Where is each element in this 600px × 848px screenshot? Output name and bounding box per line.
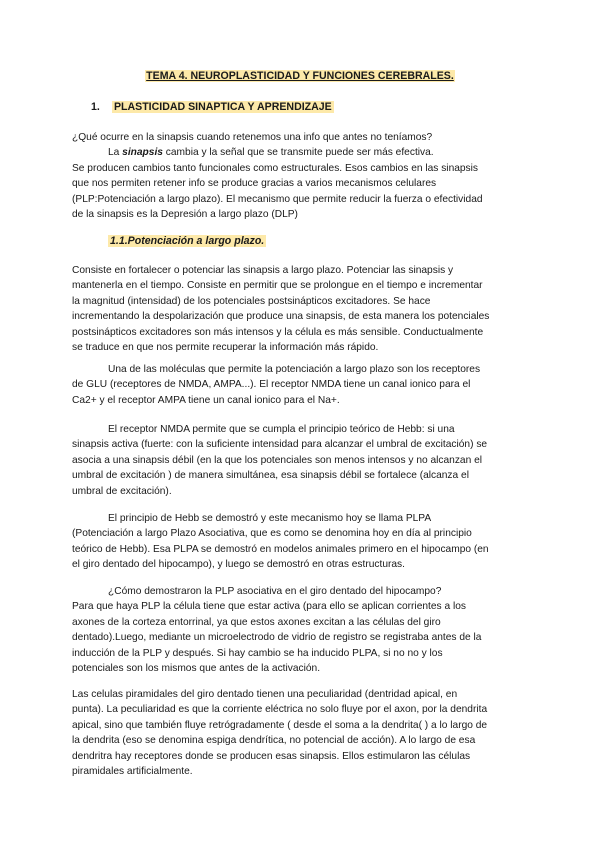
text-line: El principio de Hebb se demostró y este mecanismo hoy se llama PLPA — [108, 513, 432, 524]
text-line: la magnitud (intensidad) de los potenciales postsinápticos excitadores. Se hace — [72, 295, 431, 307]
text-line: sinapsis activa (fuerte: con la suficiente intensidad para alcanzar el umbral de excitación) se — [72, 439, 488, 451]
text-line: el giro dentado del hipocampo), y luego se demostró en otras estructuras. — [72, 559, 405, 571]
intro-paragraph — [72, 130, 532, 222]
text-line: axones de la corteza entorrinal, ya que estos axones excitan a las células del giro — [72, 616, 441, 628]
paragraph-1 — [72, 263, 532, 355]
paragraph-6 — [72, 687, 532, 779]
section-heading-1 — [91, 100, 334, 115]
text-line: umbral de excitación). — [72, 485, 172, 497]
subsection-heading-1-1: 1.1.Potenciación a largo plazo. — [110, 235, 265, 247]
text-line: ¿Cómo demostraron la PLP asociativa en el giro dentado del hipocampo? — [108, 586, 442, 597]
text-line: de la sinapsis es la Depresión a largo plazo (DLP) — [72, 209, 298, 221]
text-line: dendritra hay receptores donde se producen esas sinapsis. Ellos estimularon las células — [72, 750, 471, 762]
text-line: se traduce en que nos permite recuperar la información más rápido. — [72, 342, 379, 354]
text-line: Ca2+ y el receptor AMPA tiene un canal ionico para el Na+. — [72, 394, 340, 406]
text-line: la dendrita (eso se denomina espiga dendrítica, no potencial de acción). A lo largo de esa — [72, 735, 476, 747]
text-line: El receptor NMDA permite que se cumpla el principio teórico de Hebb: si una — [108, 424, 455, 435]
text-line: apical, sino que también fluye retrógradamente ( desde el soma a la dendrita( ) a lo largo de — [72, 719, 488, 731]
text-line: piramidales artificialmente. — [72, 766, 193, 778]
text-line: (Potenciación a largo Plazo Asociativa, que es como se denomina hoy en día al principio — [72, 528, 472, 540]
section-number: 1. — [91, 101, 100, 113]
text-line: de GLU (receptores de NMDA, AMPA...). El receptor NMDA tiene un canal ionico para el — [72, 379, 471, 391]
text-line: incrementando la despolarización que produce una sinapsis, de esta manera los potenciales — [72, 311, 490, 323]
paragraph-2 — [72, 362, 532, 408]
text-line: inducción de la PLP y después. Si hay cambio se ha inducido PLPA, si no no y los — [72, 647, 443, 659]
text-line: dentado).Luego, mediante un microelectrodo de vidrio de registro se registraba antes de la — [72, 632, 482, 644]
text-line: teórico de Hebb). Esa PLPA se demostró en modelos animales primero en el hipocampo (en — [72, 543, 489, 555]
text-line: Para que haya PLP la célula tiene que estar activa (para ello se aplican corrientes a los — [72, 601, 466, 613]
text-line: que nos permiten retener info se produce gracias a varios mecanismos celulares — [72, 178, 437, 190]
document-title: TEMA 4. NEUROPLASTICIDAD Y FUNCIONES CEREBRALES. — [146, 70, 454, 82]
text-line: (PLP:Potenciación a largo plazo). El mecanismo que permite reducir la fuerza o efectividad — [72, 193, 483, 205]
text-line: mantenerla en el tiempo. Consiste en permitir que se prolongue en el tiempo e incrementar — [72, 280, 483, 292]
section-title: PLASTICIDAD SINAPTICA Y APRENDIZAJE — [113, 101, 332, 113]
paragraph-3 — [72, 422, 532, 499]
paragraph-4 — [72, 511, 532, 573]
intro-question: ¿Qué ocurre en la sinapsis cuando retenemos una info que antes no teníamos? — [72, 132, 433, 143]
text-line: asocia a una sinapsis débil (en la que los potenciales son menos intensos y no alcanzan el — [72, 454, 483, 466]
text-line: Una de las moléculas que permite la potenciación a largo plazo son los receptores — [108, 364, 481, 375]
text-line: umbral de excitación ) de manera simultánea, esa sinapsis débil se fortalece (alcanza el — [72, 470, 469, 482]
text-line: potenciales son los mismos que antes de la activación. — [72, 663, 321, 675]
text-line: punta). La peculiaridad es que la corriente eléctrica no solo fluye por el axon, por la dendrita — [72, 704, 488, 716]
emphasis-sinapsis: sinapsis — [122, 147, 163, 159]
text-line: Consiste en fortalecer o potenciar las sinapsis a largo plazo. Potenciar las sinapsis y — [72, 265, 454, 276]
paragraph-5 — [72, 584, 532, 676]
text-line: postsinápticos excitadores son más intensos y la célula es más sensible. Conductualmente — [72, 326, 484, 338]
intro-line: La sinapsis cambia y la señal que se transmite puede ser más efectiva. — [108, 147, 434, 159]
text-line: Las celulas piramidales del giro dentado tienen una peculiaridad (dentridad apical, en — [72, 689, 458, 700]
text-line: Se producen cambios tanto funcionales como estructurales. Esos cambios en las sinapsis — [72, 162, 479, 174]
